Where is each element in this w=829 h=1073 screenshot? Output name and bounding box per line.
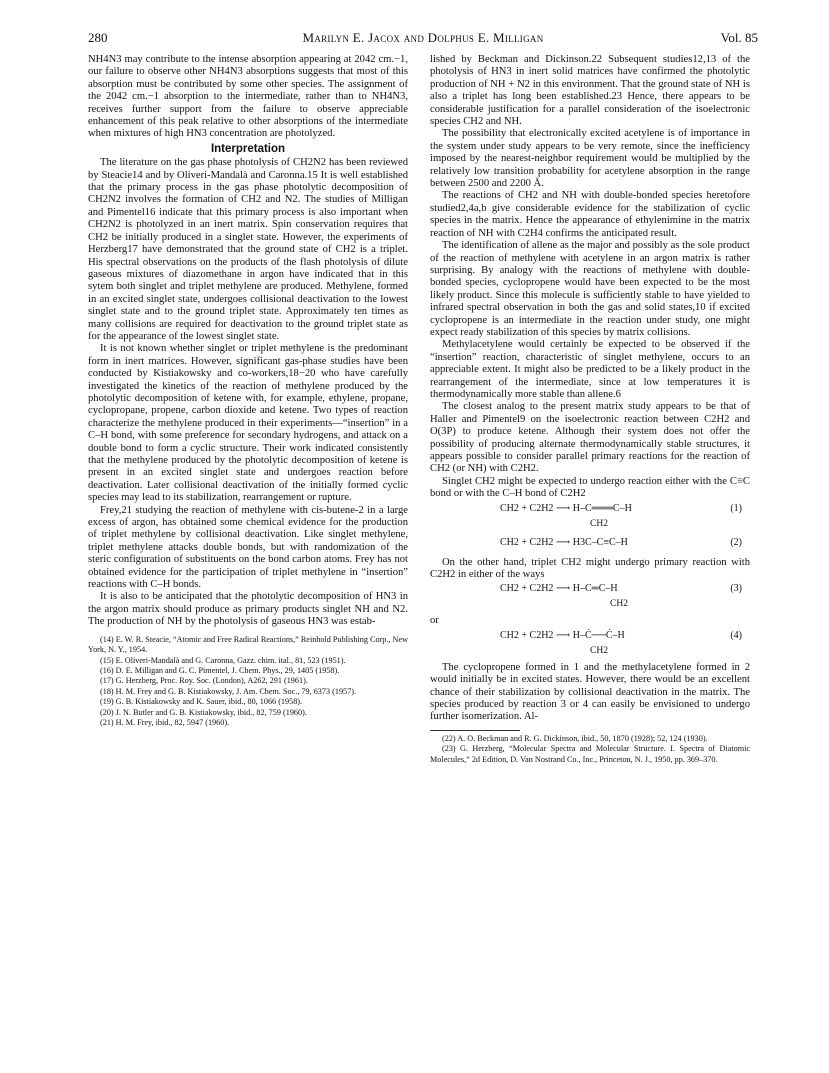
paragraph: The literature on the gas phase photolysis of CH2N2 has been reviewed by Steacie14 and by Oliveri-Mandalà and Caronna.15 It is well established that the primary process in the gas phase photolytic decomposition of CH2N2 involves the formation of CH2 and N2. The studies of Milligan and Pimentel16 indicate that this primary process is also important when CH2N2 is photolyzed in an inert matrix. Spin conservation requires that CH2 be initially produced in a singlet state. However, the experiments of Herzberg17 have demonstrated that the ground state of CH2 is a triplet. His spectral observations on the products of the flash photolysis of dilute gaseous mixtures of diazomethane in argon have indicated that in this sytem both singlet and triplet methylene are produced. Methylene, formed in an excited singlet state, undergoes collisional deactivation to the lowest singlet state and to the ground triplet state. Approximately ten times as many collisions are required for deactivation to the ground triplet state as for the appearance of the lowest singlet state. <box>88 157 408 342</box>
footnote: (20) J. N. Butler and G. B. Kistiakowsky, ibid., 82, 759 (1960). <box>100 707 307 717</box>
equation-body: CH2 + C2H2 ⟶ H–C═══C–H <box>500 502 632 514</box>
equation-4 <box>430 628 750 662</box>
footnotes <box>430 734 750 765</box>
section-heading: Interpretation <box>210 142 286 155</box>
or-label: or <box>430 615 439 627</box>
right-column <box>430 54 750 765</box>
equation-substituent: CH2 <box>590 645 608 656</box>
footnote: (21) H. M. Frey, ibid., 82, 5947 (1960). <box>100 717 230 727</box>
page-number: 280 <box>88 30 108 45</box>
paragraph: It is also to be anticipated that the photolytic decomposition of HN3 in the argon matrix should produce as primary products singlet NH and N2. The production of NH by the photolysis of gaseous HN3 was estab- <box>88 591 408 628</box>
paragraph: Singlet CH2 might be expected to undergo reaction either with the C≡C bond or with the C–H bond of C2H2 <box>430 475 750 500</box>
equation-substituent: CH2 <box>590 518 608 529</box>
paragraph: The reactions of CH2 and NH with double-bonded species heretofore studied2,4a,b give considerable evidence for the stabilization of cyclic species in the matrix. Hence the appearance of ethylenimine in the matrix reaction of NH with C2H4 confirms the anticipated result. <box>430 190 750 239</box>
equation-number: (1) <box>730 502 742 514</box>
paragraph: The cyclopropene formed in 1 and the methylacetylene formed in 2 would initially be in excited states. However, there would be an excellent chance of their stabilization by collisional deactivation in the matrix. The species produced by reaction 3 or 4 can easily be envisioned to undergo further isomerization. Al- <box>430 661 750 723</box>
paragraph: The closest analog to the present matrix study appears to be that of Haller and Pimentel9 on the isoelectronic reaction between C2H2 and O(3P) to produce ketene. Although their system does not offer the possibility of producing alternate thermodynamically stable structures, it appears possible to consider parallel primary reactions for the reaction of CH2 (or NH) with C2H2. <box>430 401 750 475</box>
paragraph: It is not known whether singlet or triplet methylene is the predominant form in inert matrices. However, significant gas-phase studies have been conducted by Kistiakowsky and co-workers,18−20 who have carefully investigated the kinetics of the reaction of methylene produced by the photolytic decomposition of ketene with, for example, ethylene, propane, cyclopropane, propene, carbon dioxide and ketene. Two types of reaction characterize the methylene produced in their experiments—“insertion” in a C–H bond, with some preference for secondary hydrogens, and attack on a double bond to form a cyclic structure. Their work indicated consistently that the methylene produced by the photolytic decomposition of ketene is present in an excited singlet state and undergoes reaction before deactivation. Later collisional deactivation of the initially formed cyclic species may lead to its stabilization, rearrangement or rupture. <box>88 343 408 504</box>
paragraph: The possibility that electronically excited acetylene is of importance in the system under study appears to be very remote, since the inefficiency imposed by the nearest-neighbor requirement would be multiplied by the relatively low transition probability for acetylene absorption in the range between 2500 and 2200 Å. <box>430 128 750 190</box>
paragraph: On the other hand, triplet CH2 might undergo primary reaction with C2H2 in either of the ways <box>430 556 750 581</box>
footnote: (18) H. M. Frey and G. B. Kistiakowsky, J. Am. Chem. Soc., 79, 6373 (1957). <box>100 686 356 696</box>
paragraph: The identification of allene as the major and possibly as the sole product of the reaction of methylene with acetylene in an argon matrix is rather surprising. By analogy with the reactions of methylene with double-bonded species, cyclopropene would have been expected to be the most likely product. Since this molecule is sufficiently stable to have yielded to infrared spectral observation in both the gas and solid states,10 if excited cyclopropene is an intermediate in the reaction under study, one might expect ready stabilization of this species by matrix collisions. <box>430 240 750 338</box>
footnote: (15) E. Oliveri-Mandalà and G. Caronna, Gazz. chim. ital., 81, 523 (1951). <box>100 655 346 665</box>
equation-body: CH2 + C2H2 ⟶ H–Ċ──Ċ–H <box>500 629 625 641</box>
volume-label: Vol. 85 <box>720 30 758 45</box>
page-header <box>88 30 758 46</box>
footnote: (16) D. E. Milligan and G. C. Pimentel, J. Chem. Phys., 29, 1405 (1958). <box>100 665 340 675</box>
footnote-rule <box>430 730 520 731</box>
equation-number: (2) <box>730 536 742 548</box>
footnote: (17) G. Herzberg, Proc. Roy. Soc. (London), A262, 291 (1961). <box>100 676 308 686</box>
paragraph: Methylacetylene would certainly be expected to be observed if the “insertion” reaction, characteristic of singlet methylene, occurs to an appreciable extent. It might also be predicted to be a likely product in the rearrangement of the intermediate, since at low temperatures it is thermodynamically more stable than allene.6 <box>430 339 750 400</box>
left-column <box>88 54 408 728</box>
equation-body: CH2 + C2H2 ⟶ H–C═C–H <box>500 583 618 595</box>
paragraph: lished by Beckman and Dickinson.22 Subsequent studies12,13 of the photolysis of HN3 in inert solid matrices have confirmed the photolytic production of NH + N2 in this environment. That the ground state of NH is also a triplet has long been established.23 Hence, there appears to be considerable justification for a parallel consideration of the isoelectronic species CH2 and NH. <box>430 54 750 128</box>
footnote: (23) G. Herzberg, “Molecular Spectra and Molecular Structure. I. Spectra of Diatomic Molecules,” 2d Edition, D. Van Nostrand Co., Inc., Princeton, N. J., 1950, pp. 369–370. <box>430 744 750 764</box>
equation-body: CH2 + C2H2 ⟶ H3C–C≡C–H <box>500 536 628 548</box>
footnote: (22) A. O. Beckman and R. G. Dickinson, ibid., 50, 1870 (1928); 52, 124 (1930). <box>442 733 708 743</box>
equation-1 <box>430 501 750 535</box>
running-head: Marilyn E. Jacox and Dolphus E. Milligan <box>302 30 544 45</box>
equation-substituent: CH2 <box>610 599 628 610</box>
equation-2 <box>430 535 750 557</box>
footnote: (14) E. W. R. Steacie, “Atomic and Free Radical Reactions,” Reinhold Publishing Corp., New York, N. Y., 1954. <box>88 634 408 655</box>
paragraph: Frey,21 studying the reaction of methylene with cis-butene-2 in a large excess of argon, has obtained some chemical evidence for the production of triplet methylene by collisional deactivation. Like singlet methylene, triplet methylene attacks double bonds, but with randomization of the steric configuration of substituents on the bond carbon atoms. Frey has not obtained evidence for the participation of triplet methylene in “insertion” reactions with C–H bonds. <box>88 504 408 591</box>
equation-number: (4) <box>730 629 742 641</box>
footnotes <box>88 635 408 729</box>
footnote: (19) G. B. Kistiakowsky and K. Sauer, ibid., 80, 1066 (1958). <box>100 697 303 707</box>
equation-number: (3) <box>730 583 742 595</box>
paragraph: NH4N3 may contribute to the intense absorption appearing at 2042 cm.−1, our failure to observe other NH4N3 absorptions suggests that most of this absorption must be contributed by some other species. The assignment of the 2042 cm.−1 absorption to the intermediate, rather than to NH4N3, receives further support from the failure to observe appreciable enhancement of this peak relative to other absorptions of the intermediate when mixtures of high HN3 concentration are photolyzed. <box>88 54 408 140</box>
equation-3 <box>430 581 750 615</box>
